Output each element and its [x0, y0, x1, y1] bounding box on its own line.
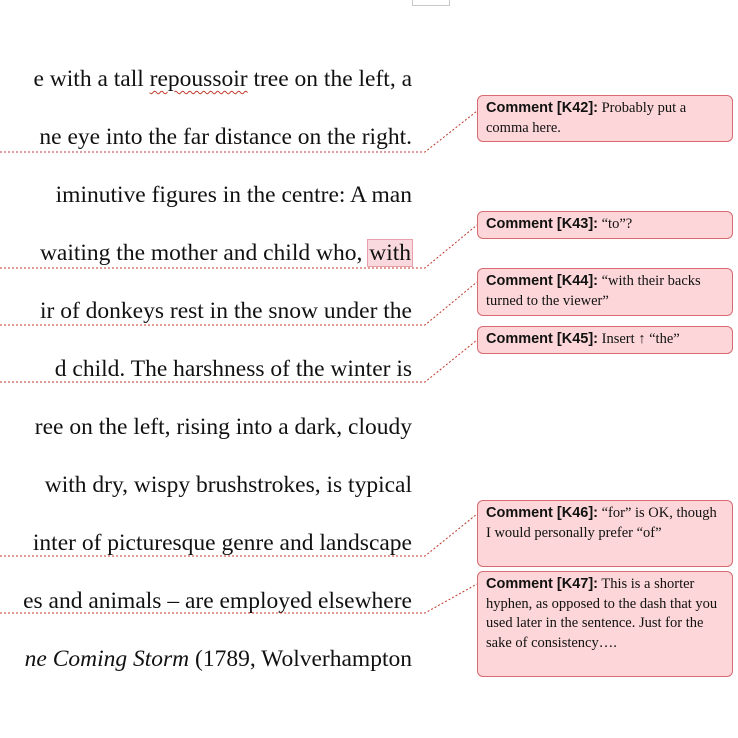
comment-balloon-k44[interactable] [477, 268, 733, 316]
text-run: (1789, Wolverhampton [189, 646, 412, 672]
comment-author: Comment [K45]: [486, 331, 598, 347]
connector-k45 [0, 340, 477, 382]
comment-author: Comment [K43]: [486, 216, 598, 232]
comment-text: “to”? [597, 216, 633, 232]
text-run: tree on the left, a [247, 66, 412, 92]
connector-k42 [0, 111, 477, 152]
text-run: ne Coming Storm [24, 646, 190, 672]
comment-text: Probably put a comma here. [486, 100, 687, 136]
comment-text: Insert ↑ “the” [597, 331, 680, 347]
text-run: es and animals – are employed elsewhere [23, 588, 412, 614]
connector-k46 [0, 514, 477, 556]
comment-author: Comment [K47]: [486, 576, 598, 592]
text-run: inter of picturesque genre and landscape [32, 530, 412, 556]
comment-balloon-k43[interactable] [477, 211, 733, 239]
comment-anchor[interactable]: with [369, 240, 411, 266]
comment-author: Comment [K44]: [486, 273, 598, 289]
connector-k44 [0, 282, 477, 325]
connector-k43 [0, 225, 477, 268]
text-run: e with a tall [33, 66, 150, 92]
text-run: with dry, wispy brushstrokes, is typical [44, 472, 412, 498]
text-run: ree on the left, rising into a dark, cloudy [34, 414, 412, 440]
text-run: iminutive figures in the centre: A man [55, 182, 412, 208]
comment-author: Comment [K42]: [486, 100, 598, 116]
comment-balloon-k47[interactable] [477, 571, 733, 677]
text-run: waiting the mother and child who, [39, 240, 369, 266]
comment-author: Comment [K46]: [486, 505, 598, 521]
spelling-flag: repoussoir [149, 66, 248, 92]
comment-balloon-k45[interactable] [477, 326, 733, 354]
comment-text: “with their backs turned to the viewer” [486, 273, 701, 309]
comment-text: “for” is OK, though I would personally prefer “of” [486, 505, 717, 541]
text-run: ne eye into the far distance on the right. [39, 124, 412, 150]
text-run: ir of donkeys rest in the snow under the [39, 298, 412, 324]
comment-balloon-k46[interactable] [477, 500, 733, 567]
comment-text: This is a shorter hyphen, as opposed to the dash that you used later in the sentence. Just for the sake of consistency…. [486, 576, 718, 651]
text-run: d child. The harshness of the winter is [54, 356, 412, 382]
connector-k47 [0, 584, 477, 613]
comment-balloon-k42[interactable] [477, 95, 733, 142]
